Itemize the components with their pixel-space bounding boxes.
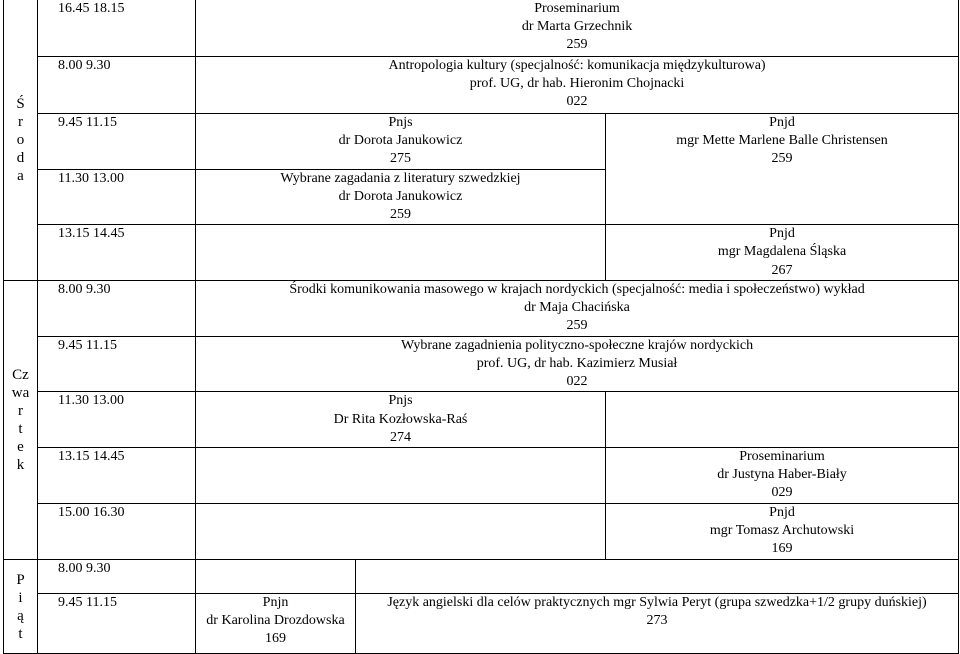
time-cell: 8.00 9.30 <box>38 280 196 336</box>
class-cell: Proseminarium dr Marta Grzechnik 259 <box>196 0 959 57</box>
table-row <box>4 0 959 57</box>
table-row <box>4 336 959 392</box>
class-cell: Antropologia kultury (specjalność: komunikacja międzykulturowa) prof. UG, dr hab. Hieronim Chojnacki 022 <box>196 57 959 114</box>
table-row <box>4 114 959 170</box>
table-row <box>4 225 959 281</box>
time-cell: 16.45 18.15 <box>38 0 196 57</box>
time-cell: 11.30 13.00 <box>38 169 196 225</box>
time-cell: 15.00 16.30 <box>38 504 196 560</box>
empty-cell <box>196 560 356 594</box>
class-cell: Język angielski dla celów praktycznych mgr Sylwia Peryt (grupa szwedzka+1/2 grupy duńskiej) 273 <box>356 594 959 654</box>
table-row <box>4 57 959 114</box>
day-label-sroda: Ś r o d a <box>4 0 38 280</box>
time-cell: 13.15 14.45 <box>38 448 196 504</box>
time-cell: 9.45 11.15 <box>38 336 196 392</box>
class-cell: Wybrane zagadania z literatury szwedzkiej dr Dorota Janukowicz 259 <box>196 169 606 225</box>
schedule-table <box>3 0 959 654</box>
time-cell: 9.45 11.15 <box>38 114 196 170</box>
table-row <box>4 448 959 504</box>
empty-cell <box>356 560 959 594</box>
class-cell: Pnjd mgr Magdalena Śląska 267 <box>606 225 959 281</box>
empty-cell <box>606 392 959 448</box>
time-cell: 8.00 9.30 <box>38 560 196 594</box>
time-cell: 11.30 13.00 <box>38 392 196 448</box>
class-cell: Pnjs dr Dorota Janukowicz 275 <box>196 114 606 170</box>
time-cell: 13.15 14.45 <box>38 225 196 281</box>
empty-cell <box>196 225 606 281</box>
time-cell: 9.45 11.15 <box>38 594 196 654</box>
day-label-czwartek: Cz wa r t e k <box>4 280 38 559</box>
class-cell: Pnjs Dr Rita Kozłowska-Raś 274 <box>196 392 606 448</box>
table-row <box>4 504 959 560</box>
table-row <box>4 280 959 336</box>
table-row <box>4 594 959 654</box>
time-cell: 8.00 9.30 <box>38 57 196 114</box>
class-cell: Proseminarium dr Justyna Haber-Biały 029 <box>606 448 959 504</box>
class-cell: Pnjd mgr Mette Marlene Balle Christensen 259 <box>606 114 959 225</box>
class-cell: Pnjn dr Karolina Drozdowska 169 <box>196 594 356 654</box>
table-row <box>4 560 959 594</box>
class-cell: Środki komunikowania masowego w krajach nordyckich (specjalność: media i społeczeństwo) wykład dr Maja Chacińska 259 <box>196 280 959 336</box>
class-cell: Pnjd mgr Tomasz Archutowski 169 <box>606 504 959 560</box>
day-label-piatek: P i ą t <box>4 560 38 654</box>
class-cell: Wybrane zagadnienia polityczno-społeczne krajów nordyckich prof. UG, dr hab. Kazimierz Musiał 022 <box>196 336 959 392</box>
empty-cell <box>196 504 606 560</box>
table-row <box>4 392 959 448</box>
empty-cell <box>196 448 606 504</box>
